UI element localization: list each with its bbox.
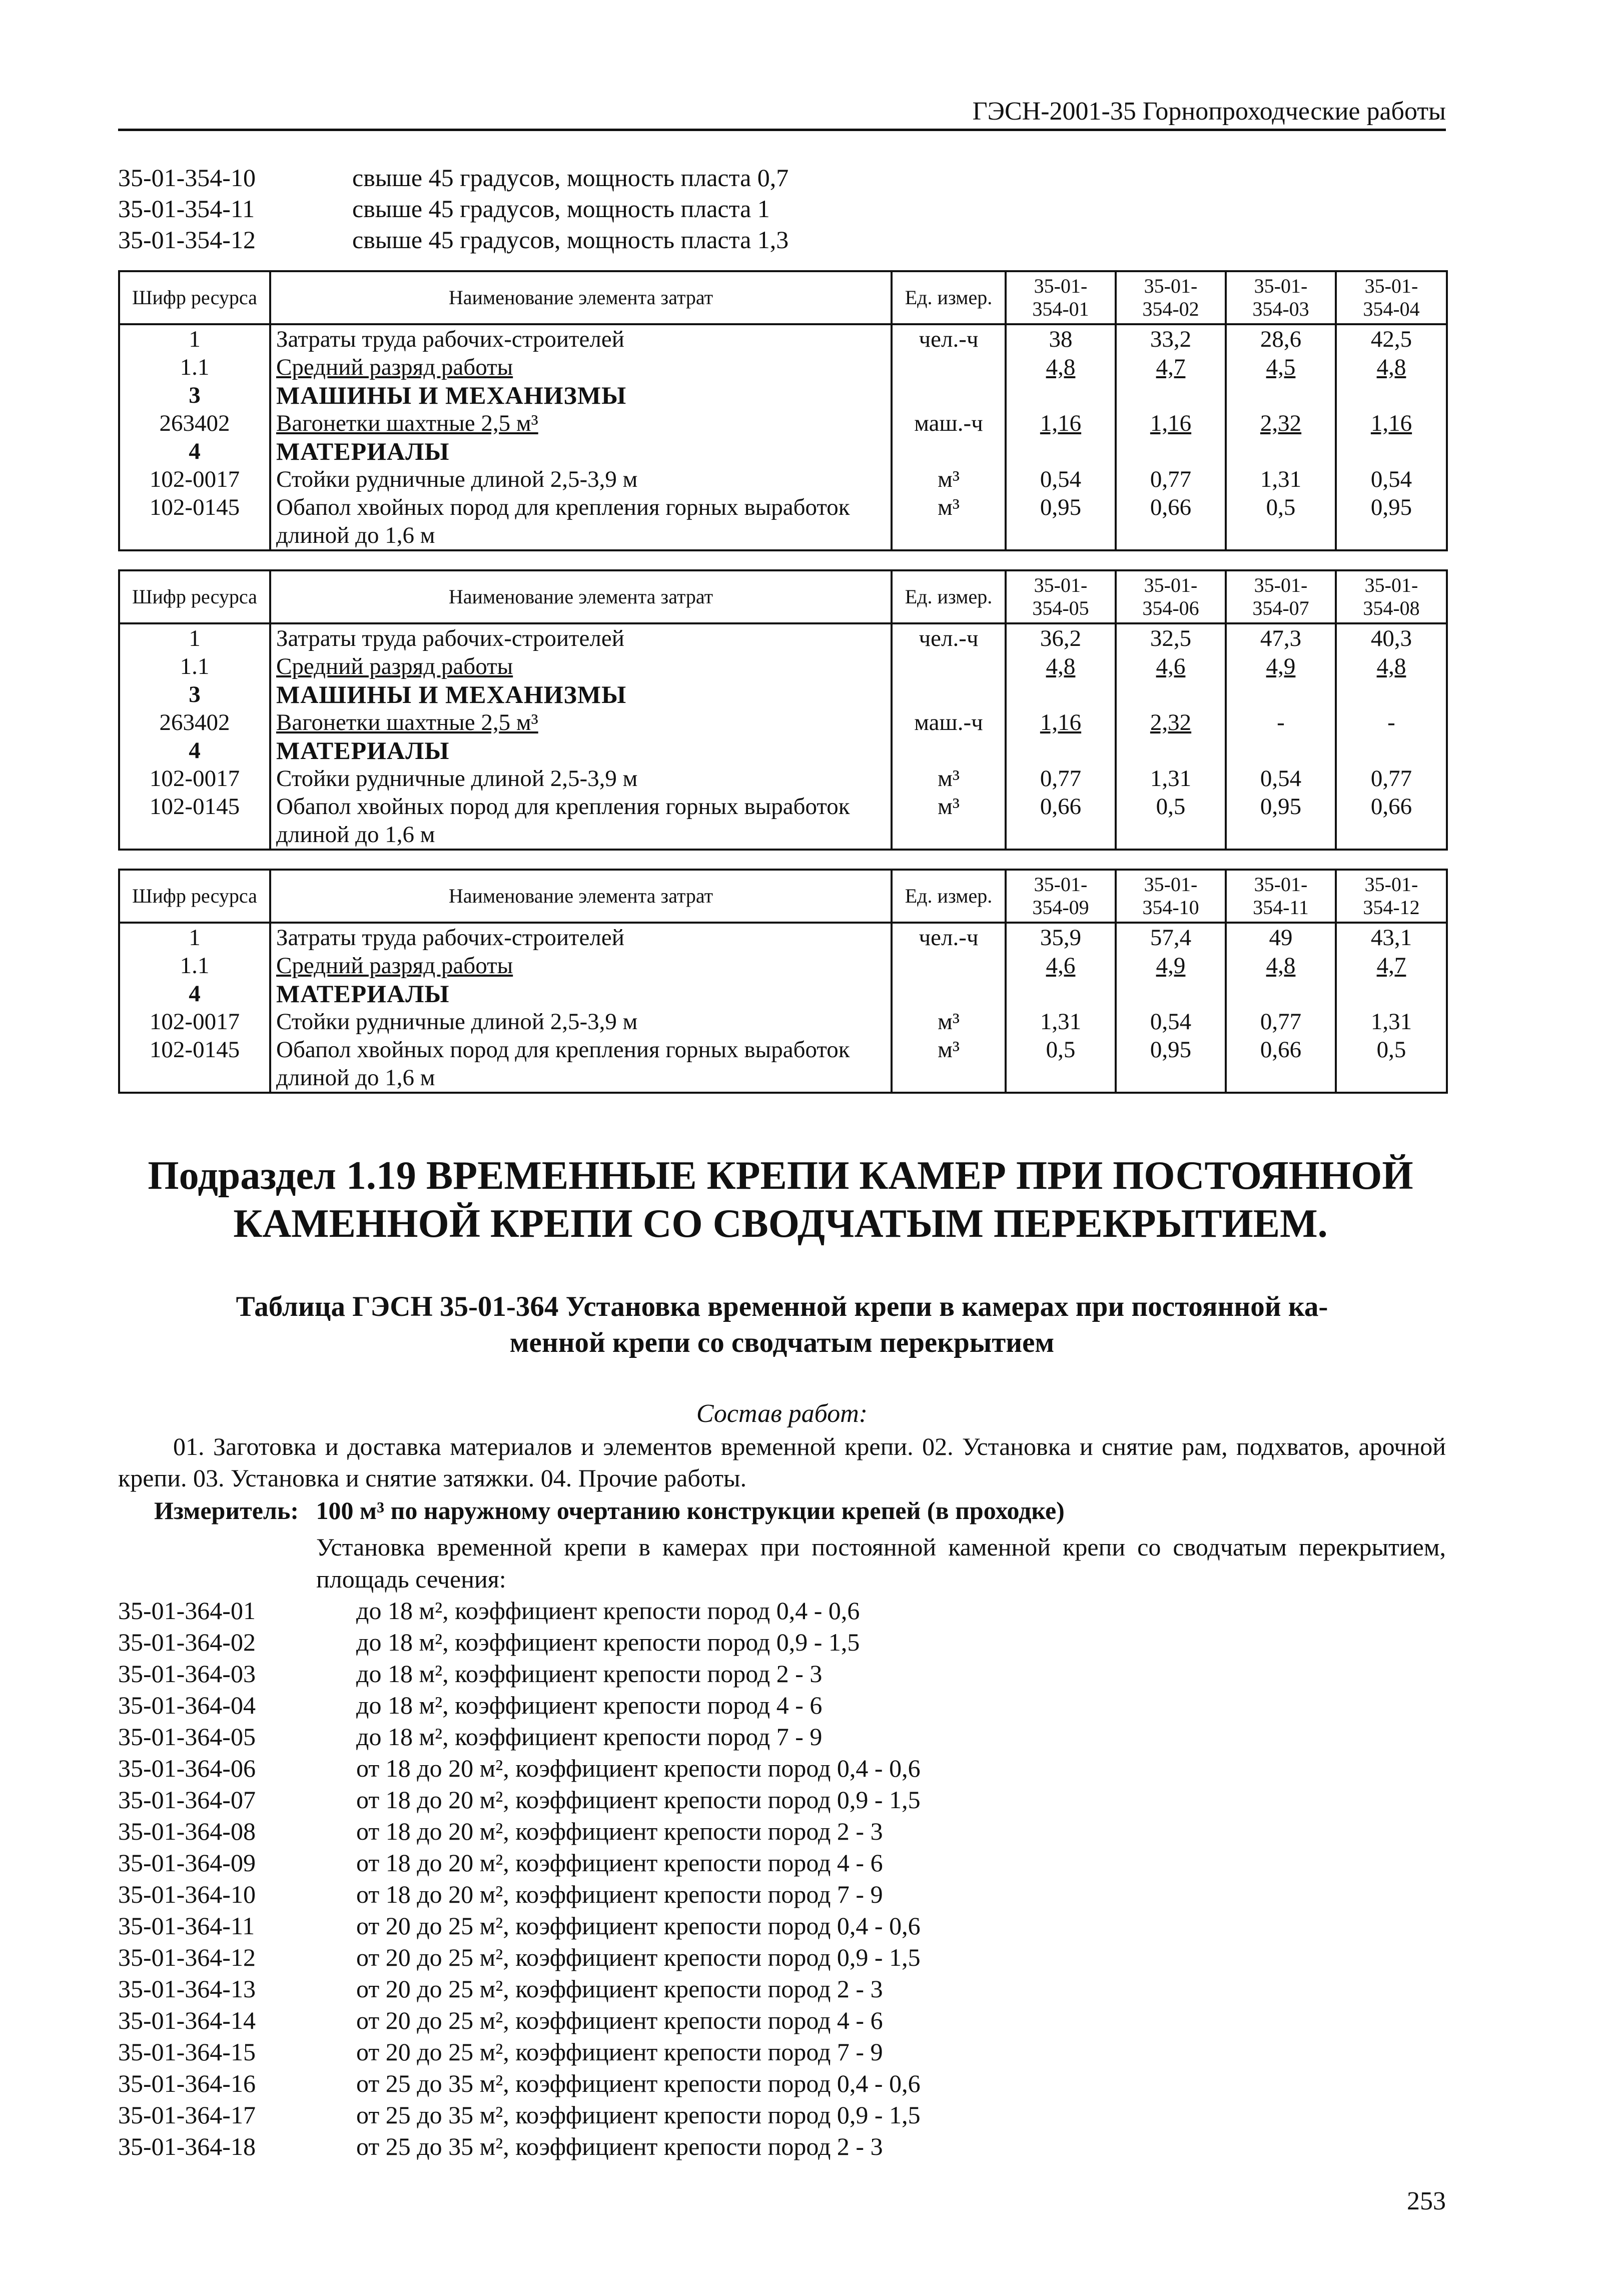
cell-name: МАТЕРИАЛЫ — [270, 980, 892, 1008]
item-code: 35-01-364-16 — [118, 2069, 256, 2097]
list-item — [118, 1627, 1446, 1658]
cell-value — [1006, 437, 1116, 465]
col-header-norm: 35-01- 354-05 — [1006, 570, 1116, 623]
cell-unit: м³ — [892, 1036, 1006, 1093]
item-text: от 18 до 20 м², коэффициент крепости пород 0,9 - 1,5 — [356, 1786, 921, 1814]
cell-code: 102-0145 — [119, 493, 270, 550]
col-header-code: Шифр ресурса — [119, 271, 270, 324]
cell-unit — [892, 353, 1006, 381]
cell-code: 1.1 — [119, 353, 270, 381]
cell-unit: м³ — [892, 764, 1006, 793]
measure-value: 100 м³ по наружному очертанию конструкции крепей (в проходке) — [316, 1496, 1065, 1524]
cell-code: 102-0017 — [119, 1008, 270, 1036]
table-header-row — [119, 870, 1447, 923]
cell-value: 0,5 — [1006, 1036, 1116, 1093]
cell-code: 263402 — [119, 409, 270, 437]
list-item — [118, 2068, 1446, 2099]
item-code: 35-01-364-05 — [118, 1723, 256, 1751]
item-code: 35-01-364-10 — [118, 1880, 256, 1908]
cell-unit — [892, 952, 1006, 980]
item-text: до 18 м², коэффициент крепости пород 0,9 - 1,5 — [356, 1628, 860, 1656]
table-row — [119, 465, 1447, 493]
item-code: 35-01-364-12 — [118, 1943, 256, 1971]
item-code: 35-01-364-13 — [118, 1975, 256, 2003]
list-item — [118, 1753, 1446, 1784]
cell-value: 0,66 — [1116, 493, 1226, 550]
cell-name: Обапол хвойных пород для крепления горных выработок длиной до 1,6 м — [270, 1036, 892, 1093]
cell-name: Стойки рудничные длиной 2,5-3,9 м — [270, 764, 892, 793]
list-item — [118, 1690, 1446, 1721]
item-code: 35-01-364-06 — [118, 1754, 256, 1782]
cell-code: 4 — [119, 736, 270, 764]
cell-unit — [892, 980, 1006, 1008]
cell-value — [1006, 736, 1116, 764]
cell-unit: м³ — [892, 1008, 1006, 1036]
cell-value: 4,6 — [1116, 652, 1226, 680]
cell-unit: маш.-ч — [892, 409, 1006, 437]
item-text: от 18 до 20 м², коэффициент крепости пород 0,4 - 0,6 — [356, 1754, 921, 1782]
cell-code: 1 — [119, 324, 270, 353]
list-item — [118, 1721, 1446, 1753]
table-title: Таблица ГЭСН 35-01-364 Установка временной крепи в камерах при постоянной ка- менной крепи со сводчатым перекрытием — [236, 1291, 1328, 1358]
table-row — [119, 437, 1447, 465]
cell-value: 0,54 — [1336, 465, 1447, 493]
col-header-norm: 35-01- 354-09 — [1006, 870, 1116, 923]
list-item — [118, 193, 1439, 224]
table-row — [119, 324, 1447, 353]
cell-unit — [892, 680, 1006, 708]
list-item — [118, 1816, 1446, 1847]
list-item — [118, 1784, 1446, 1816]
cell-value: 0,66 — [1006, 793, 1116, 850]
cell-name: Средний разряд работы — [270, 353, 892, 381]
cell-unit: маш.-ч — [892, 708, 1006, 736]
cell-name: Стойки рудничные длиной 2,5-3,9 м — [270, 1008, 892, 1036]
item-text: от 20 до 25 м², коэффициент крепости пород 4 - 6 — [356, 2006, 883, 2034]
cell-value: - — [1226, 708, 1336, 736]
cell-name: Стойки рудничные длиной 2,5-3,9 м — [270, 465, 892, 493]
item-code: 35-01-364-08 — [118, 1817, 256, 1845]
cell-value — [1336, 680, 1447, 708]
cell-name: Обапол хвойных пород для крепления горных выработок длиной до 1,6 м — [270, 793, 892, 850]
cell-code: 1 — [119, 923, 270, 952]
table-row — [119, 736, 1447, 764]
cell-name: Затраты труда рабочих-строителей — [270, 324, 892, 353]
cell-code: 1.1 — [119, 652, 270, 680]
list-item — [118, 224, 1439, 255]
col-header-name: Наименование элемента затрат — [270, 570, 892, 623]
item-code: 35-01-354-11 — [118, 195, 255, 223]
cell-value: 4,8 — [1336, 353, 1447, 381]
table-row — [119, 680, 1447, 708]
item-code: 35-01-354-12 — [118, 226, 256, 254]
cell-value: 33,2 — [1116, 324, 1226, 353]
cell-name: МАШИНЫ И МЕХАНИЗМЫ — [270, 680, 892, 708]
item-text: свыше 45 градусов, мощность пласта 0,7 — [352, 164, 789, 192]
list-item — [118, 1595, 1446, 1627]
cell-value: 0,77 — [1336, 764, 1447, 793]
item-code: 35-01-364-18 — [118, 2132, 256, 2160]
item-text: свыше 45 градусов, мощность пласта 1 — [352, 195, 770, 223]
works-description: 01. Заготовка и доставка материалов и элементов временной крепи. 02. Установка и снятие рам, подхватов, арочной крепи. 03. Установка и снятие затяжки. 04. Прочие работы. — [118, 1432, 1446, 1492]
cell-name: Средний разряд работы — [270, 952, 892, 980]
cell-value: 1,16 — [1116, 409, 1226, 437]
list-item — [118, 1879, 1446, 1910]
cell-unit: м³ — [892, 465, 1006, 493]
cell-name: Вагонетки шахтные 2,5 м³ — [270, 409, 892, 437]
cell-value: 0,95 — [1336, 493, 1447, 550]
cell-name: Вагонетки шахтные 2,5 м³ — [270, 708, 892, 736]
cell-value: 4,8 — [1226, 952, 1336, 980]
cell-value: 0,95 — [1006, 493, 1116, 550]
cell-value — [1226, 437, 1336, 465]
cell-unit — [892, 381, 1006, 409]
list-item — [118, 1910, 1446, 1942]
item-code: 35-01-364-02 — [118, 1628, 256, 1656]
item-text: от 20 до 25 м², коэффициент крепости пород 7 - 9 — [356, 2038, 883, 2066]
table-row — [119, 493, 1447, 550]
cell-value: 40,3 — [1336, 623, 1447, 652]
col-header-norm: 35-01- 354-06 — [1116, 570, 1226, 623]
cell-value: 47,3 — [1226, 623, 1336, 652]
item-text: от 18 до 20 м², коэффициент крепости пород 4 - 6 — [356, 1849, 883, 1877]
cell-value: 0,95 — [1226, 793, 1336, 850]
table-row — [119, 708, 1447, 736]
col-header-norm: 35-01- 354-08 — [1336, 570, 1447, 623]
cell-value: 0,66 — [1226, 1036, 1336, 1093]
cell-value: 28,6 — [1226, 324, 1336, 353]
item-code: 35-01-354-10 — [118, 164, 256, 192]
cell-value — [1226, 680, 1336, 708]
item-text: от 20 до 25 м², коэффициент крепости пород 2 - 3 — [356, 1975, 883, 2003]
item-code: 35-01-364-15 — [118, 2038, 256, 2066]
cell-value: 2,32 — [1226, 409, 1336, 437]
cell-value: 4,9 — [1116, 952, 1226, 980]
item-code: 35-01-364-11 — [118, 1912, 255, 1940]
cell-unit — [892, 652, 1006, 680]
item-text: от 20 до 25 м², коэффициент крепости пород 0,9 - 1,5 — [356, 1943, 921, 1971]
cell-value: 4,8 — [1006, 353, 1116, 381]
cell-value: 4,5 — [1226, 353, 1336, 381]
section-title: Подраздел 1.19 ВРЕМЕННЫЕ КРЕПИ КАМЕР ПРИ ПОСТОЯННОЙ КАМЕННОЙ КРЕПИ СО СВОДЧАТЫМ ПЕРЕКРЫТИЕМ. — [148, 1154, 1413, 1246]
item-text: от 18 до 20 м², коэффициент крепости пород 7 - 9 — [356, 1880, 883, 1908]
item-code: 35-01-364-09 — [118, 1849, 256, 1877]
col-header-name: Наименование элемента затрат — [270, 870, 892, 923]
cell-value — [1336, 381, 1447, 409]
cell-name: МАТЕРИАЛЫ — [270, 437, 892, 465]
codes-top-list — [118, 162, 1439, 255]
table-header-row — [119, 570, 1447, 623]
cell-value: 35,9 — [1006, 923, 1116, 952]
cell-name: МАШИНЫ И МЕХАНИЗМЫ — [270, 381, 892, 409]
item-code: 35-01-364-14 — [118, 2006, 256, 2034]
cell-value — [1116, 980, 1226, 1008]
page-number: 253 — [1407, 2187, 1446, 2215]
table-row — [119, 1036, 1447, 1093]
cell-value: 57,4 — [1116, 923, 1226, 952]
cell-unit: чел.-ч — [892, 324, 1006, 353]
col-header-unit: Ед. измер. — [892, 870, 1006, 923]
cell-value: 0,95 — [1116, 1036, 1226, 1093]
cell-code: 4 — [119, 980, 270, 1008]
cell-value: 1,31 — [1116, 764, 1226, 793]
cell-value: 0,54 — [1116, 1008, 1226, 1036]
cell-value: 43,1 — [1336, 923, 1447, 952]
cell-value: 0,5 — [1226, 493, 1336, 550]
item-code: 35-01-364-01 — [118, 1597, 256, 1625]
cell-value: 4,6 — [1006, 952, 1116, 980]
cell-value: 4,9 — [1226, 652, 1336, 680]
cell-code: 263402 — [119, 708, 270, 736]
cell-value: - — [1336, 708, 1447, 736]
item-code: 35-01-364-03 — [118, 1660, 256, 1688]
table-row — [119, 623, 1447, 652]
cell-value — [1006, 680, 1116, 708]
item-text: до 18 м², коэффициент крепости пород 2 - 3 — [356, 1660, 823, 1688]
col-header-unit: Ед. измер. — [892, 570, 1006, 623]
item-text: от 25 до 35 м², коэффициент крепости пород 0,9 - 1,5 — [356, 2101, 921, 2129]
cell-value: 0,66 — [1336, 793, 1447, 850]
table-row — [119, 980, 1447, 1008]
item-text: до 18 м², коэффициент крепости пород 7 - 9 — [356, 1723, 823, 1751]
table-row — [119, 353, 1447, 381]
list-item — [118, 2131, 1446, 2162]
cell-value: 2,32 — [1116, 708, 1226, 736]
table-row — [119, 952, 1447, 980]
table-row — [119, 381, 1447, 409]
item-code: 35-01-364-07 — [118, 1786, 256, 1814]
cell-name: Затраты труда рабочих-строителей — [270, 623, 892, 652]
item-text: от 20 до 25 м², коэффициент крепости пород 0,4 - 0,6 — [356, 1912, 921, 1940]
cell-code: 1 — [119, 623, 270, 652]
measure-unit — [154, 1496, 1065, 1525]
item-text: свыше 45 градусов, мощность пласта 1,3 — [352, 226, 789, 254]
cell-value: 0,77 — [1116, 465, 1226, 493]
table-row — [119, 409, 1447, 437]
cell-value: 49 — [1226, 923, 1336, 952]
resource-table-1 — [118, 270, 1448, 551]
item-text: до 18 м², коэффициент крепости пород 4 - 6 — [356, 1691, 823, 1719]
cell-value: 0,54 — [1226, 764, 1336, 793]
cell-value: 1,16 — [1336, 409, 1447, 437]
works-heading: Состав работ: — [696, 1399, 868, 1428]
items-intro: Установка временной крепи в камерах при постоянной каменной крепи со сводчатым перекрытием, площадь сечения: — [316, 1533, 1446, 1593]
cell-value — [1226, 980, 1336, 1008]
col-header-norm: 35-01- 354-02 — [1116, 271, 1226, 324]
measure-label: Измеритель: — [154, 1496, 299, 1524]
cell-value: 0,54 — [1006, 465, 1116, 493]
cell-value: 1,16 — [1006, 409, 1116, 437]
col-header-code: Шифр ресурса — [119, 570, 270, 623]
table-row — [119, 793, 1447, 850]
list-item — [118, 2099, 1446, 2131]
cell-name: Затраты труда рабочих-строителей — [270, 923, 892, 952]
cell-code: 3 — [119, 381, 270, 409]
col-header-code: Шифр ресурса — [119, 870, 270, 923]
cell-value: 0,77 — [1006, 764, 1116, 793]
cell-value: 32,5 — [1116, 623, 1226, 652]
col-header-norm: 35-01- 354-01 — [1006, 271, 1116, 324]
list-item — [118, 1847, 1446, 1879]
cell-value: 4,8 — [1336, 652, 1447, 680]
cell-name: Средний разряд работы — [270, 652, 892, 680]
cell-value: 0,77 — [1226, 1008, 1336, 1036]
cell-value: 1,31 — [1336, 1008, 1447, 1036]
cell-code: 1.1 — [119, 952, 270, 980]
col-header-norm: 35-01- 354-12 — [1336, 870, 1447, 923]
cell-code: 102-0017 — [119, 465, 270, 493]
list-item — [118, 1973, 1446, 2005]
table-row — [119, 1008, 1447, 1036]
cell-value — [1116, 381, 1226, 409]
running-header: ГЭСН-2001-35 Горнопроходческие работы — [118, 98, 1446, 131]
resource-table-2 — [118, 569, 1448, 851]
cell-value: 4,7 — [1336, 952, 1447, 980]
item-text: от 25 до 35 м², коэффициент крепости пород 0,4 - 0,6 — [356, 2069, 921, 2097]
cell-value — [1226, 736, 1336, 764]
col-header-norm: 35-01- 354-07 — [1226, 570, 1336, 623]
cell-value — [1006, 381, 1116, 409]
table-row — [119, 923, 1447, 952]
cell-value: 1,31 — [1006, 1008, 1116, 1036]
cell-value — [1006, 980, 1116, 1008]
cell-code: 102-0145 — [119, 1036, 270, 1093]
cell-unit — [892, 437, 1006, 465]
cell-name: МАТЕРИАЛЫ — [270, 736, 892, 764]
list-item — [118, 162, 1439, 193]
col-header-name: Наименование элемента затрат — [270, 271, 892, 324]
col-header-unit: Ед. измер. — [892, 271, 1006, 324]
cell-value: 1,16 — [1006, 708, 1116, 736]
table-row — [119, 764, 1447, 793]
col-header-norm: 35-01- 354-10 — [1116, 870, 1226, 923]
cell-value — [1116, 736, 1226, 764]
cell-value — [1336, 980, 1447, 1008]
list-item — [118, 1942, 1446, 1973]
item-code: 35-01-364-04 — [118, 1691, 256, 1719]
cell-value — [1336, 437, 1447, 465]
table-row — [119, 652, 1447, 680]
cell-value: 0,5 — [1116, 793, 1226, 850]
cell-value: 36,2 — [1006, 623, 1116, 652]
item-text: от 18 до 20 м², коэффициент крепости пород 2 - 3 — [356, 1817, 883, 1845]
cell-value: 0,5 — [1336, 1036, 1447, 1093]
cell-code: 102-0145 — [119, 793, 270, 850]
cell-unit: м³ — [892, 493, 1006, 550]
cell-value — [1336, 736, 1447, 764]
col-header-norm: 35-01- 354-03 — [1226, 271, 1336, 324]
cell-code: 4 — [119, 437, 270, 465]
table-header-row — [119, 271, 1447, 324]
cell-code: 3 — [119, 680, 270, 708]
resource-table-3 — [118, 869, 1448, 1094]
cell-value: 38 — [1006, 324, 1116, 353]
cell-value — [1226, 381, 1336, 409]
col-header-norm: 35-01- 354-04 — [1336, 271, 1447, 324]
col-header-norm: 35-01- 354-11 — [1226, 870, 1336, 923]
item-text: до 18 м², коэффициент крепости пород 0,4 - 0,6 — [356, 1597, 860, 1625]
cell-value: 42,5 — [1336, 324, 1447, 353]
cell-value: 4,8 — [1006, 652, 1116, 680]
cell-unit — [892, 736, 1006, 764]
list-item — [118, 2005, 1446, 2036]
item-text: от 25 до 35 м², коэффициент крепости пород 2 - 3 — [356, 2132, 883, 2160]
cell-value: 1,31 — [1226, 465, 1336, 493]
list-item — [118, 2036, 1446, 2068]
cell-name: Обапол хвойных пород для крепления горных выработок длиной до 1,6 м — [270, 493, 892, 550]
cell-value — [1116, 437, 1226, 465]
cell-value — [1116, 680, 1226, 708]
list-item — [118, 1658, 1446, 1690]
cell-unit: м³ — [892, 793, 1006, 850]
cell-value: 4,7 — [1116, 353, 1226, 381]
cell-code: 102-0017 — [119, 764, 270, 793]
norm-items-list — [118, 1595, 1446, 2162]
cell-unit: чел.-ч — [892, 923, 1006, 952]
item-code: 35-01-364-17 — [118, 2101, 256, 2129]
cell-unit: чел.-ч — [892, 623, 1006, 652]
